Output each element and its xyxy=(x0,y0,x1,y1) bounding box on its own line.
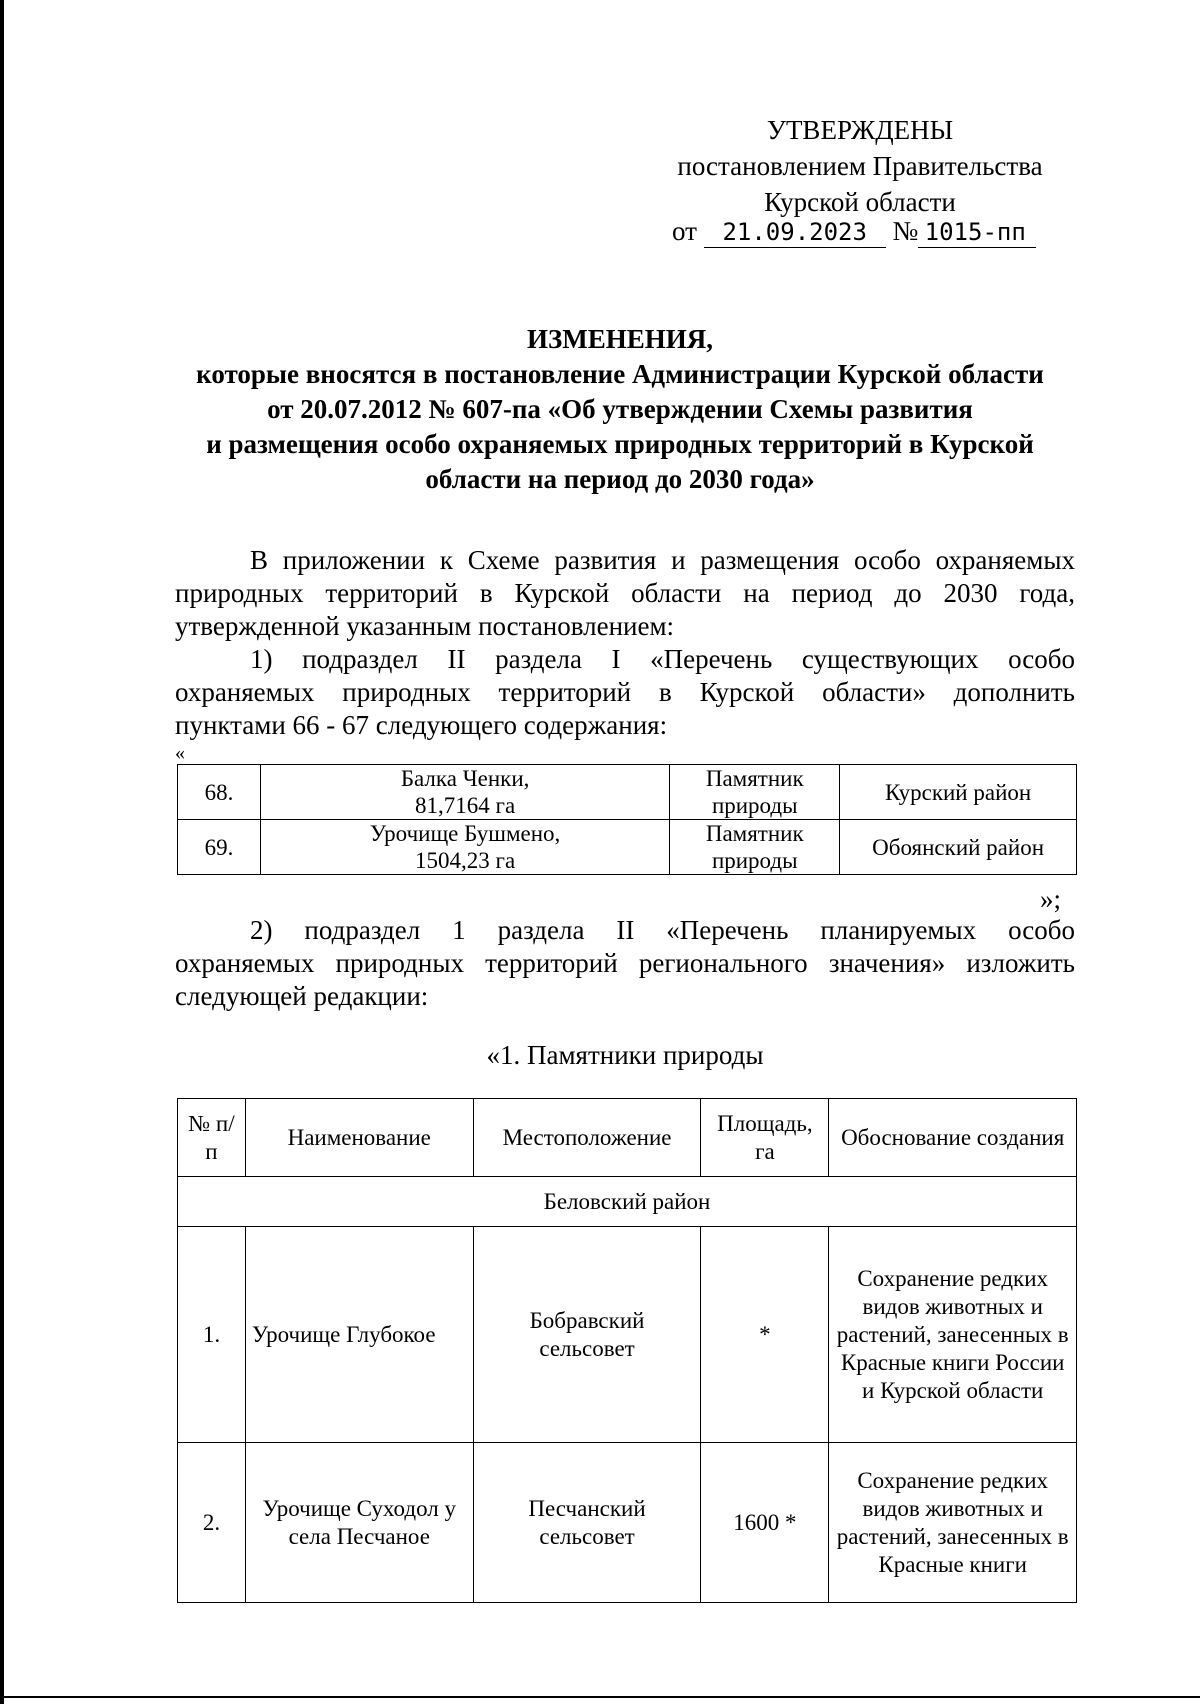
intro-line-3: утвержденной указанным постановлением: xyxy=(175,611,675,641)
header-area: Площадь, га xyxy=(701,1099,829,1177)
item1-line-3: пунктами 66 - 67 следующего содержания: xyxy=(175,710,668,740)
heading-line-1: которые вносятся в постановление Администрации Курской области xyxy=(196,359,1044,389)
site-district: Обоянский район xyxy=(840,820,1077,875)
table-row xyxy=(178,820,1077,875)
date-prefix: от xyxy=(672,216,697,246)
item2-paragraph xyxy=(175,914,1075,1013)
monument-area: * xyxy=(701,1227,829,1443)
approval-line-2: Курской области xyxy=(764,187,956,217)
scan-left-border xyxy=(0,0,4,1704)
site-district: Курский район xyxy=(840,765,1077,820)
table-row xyxy=(178,765,1077,820)
additions-table xyxy=(177,764,1077,875)
site-name: Урочище Бушмено, 1504,23 га xyxy=(260,820,669,875)
item2-line-2: охраняемых природных территорий регионального значения» изложить xyxy=(175,948,1075,978)
table-row xyxy=(178,1227,1077,1443)
header-name: Наименование xyxy=(245,1099,473,1177)
heading-line-4: области на период до 2030 года» xyxy=(425,464,815,494)
item2-line-1: 2) подраздел 1 раздела II «Перечень планируемых особо xyxy=(250,915,1075,945)
site-name: Балка Ченки, 81,7164 га xyxy=(260,765,669,820)
intro-line-2: природных территорий в Курской области на период до 2030 года, xyxy=(175,578,1075,608)
header-reason: Обоснование создания xyxy=(829,1099,1077,1177)
approval-number: 1015-пп xyxy=(918,217,1036,248)
opening-quote: « xyxy=(175,742,185,764)
item1-line-1: 1) подраздел II раздела I «Перечень существующих особо xyxy=(250,644,1075,674)
monument-area: 1600 * xyxy=(701,1443,829,1603)
approval-line-1: постановлением Правительства xyxy=(677,151,1043,181)
section-title: «1. Памятники природы xyxy=(486,1040,764,1070)
monument-reason: Сохранение редких видов животных и растений, занесенных в Красные книги xyxy=(829,1443,1077,1603)
heading-line-2: от 20.07.2012 № 607-па «Об утверждении Схемы развития xyxy=(267,394,973,424)
number-prefix: № xyxy=(892,216,919,246)
header-location: Местоположение xyxy=(473,1099,701,1177)
monument-name: Урочище Суходол у села Песчаное xyxy=(245,1443,473,1603)
approval-date: 21.09.2023 xyxy=(704,217,886,248)
heading-title: ИЗМЕНЕНИЯ, xyxy=(526,324,713,354)
intro-paragraph xyxy=(175,544,1075,742)
item1-line-2: охраняемых природных территорий в Курской области» дополнить xyxy=(175,677,1075,707)
scan-bottom-border xyxy=(0,1696,1200,1698)
heading-line-3: и размещения особо охраняемых природных территорий в Курской xyxy=(206,429,1034,459)
nature-monuments-table xyxy=(177,1098,1077,1603)
approval-date-line xyxy=(672,216,1036,248)
row-number: 2. xyxy=(178,1443,246,1603)
item2-line-3: следующей редакции: xyxy=(175,981,429,1011)
approval-block xyxy=(640,112,1080,220)
monument-location: Бобравский сельсовет xyxy=(473,1227,701,1443)
site-type: Памятник природы xyxy=(670,820,840,875)
table-row xyxy=(178,1443,1077,1603)
table-header-row xyxy=(178,1099,1077,1177)
row-number: 69. xyxy=(178,820,261,875)
group-row xyxy=(178,1177,1077,1227)
row-number: 1. xyxy=(178,1227,246,1443)
approval-title: УТВЕРЖДЕНЫ xyxy=(766,115,954,145)
closing-quote: »; xyxy=(1040,884,1062,914)
site-type: Памятник природы xyxy=(670,765,840,820)
monument-reason: Сохранение редких видов животных и растений, занесенных в Красные книги России и Курской области xyxy=(829,1227,1077,1443)
monument-name: Урочище Глубокое xyxy=(245,1227,473,1443)
header-num: № п/п xyxy=(178,1099,246,1177)
monument-location: Песчанский сельсовет xyxy=(473,1443,701,1603)
intro-line-1: В приложении к Схеме развития и размещения особо охраняемых xyxy=(250,545,1075,575)
group-label: Беловский район xyxy=(178,1177,1077,1227)
document-heading xyxy=(160,322,1080,497)
row-number: 68. xyxy=(178,765,261,820)
